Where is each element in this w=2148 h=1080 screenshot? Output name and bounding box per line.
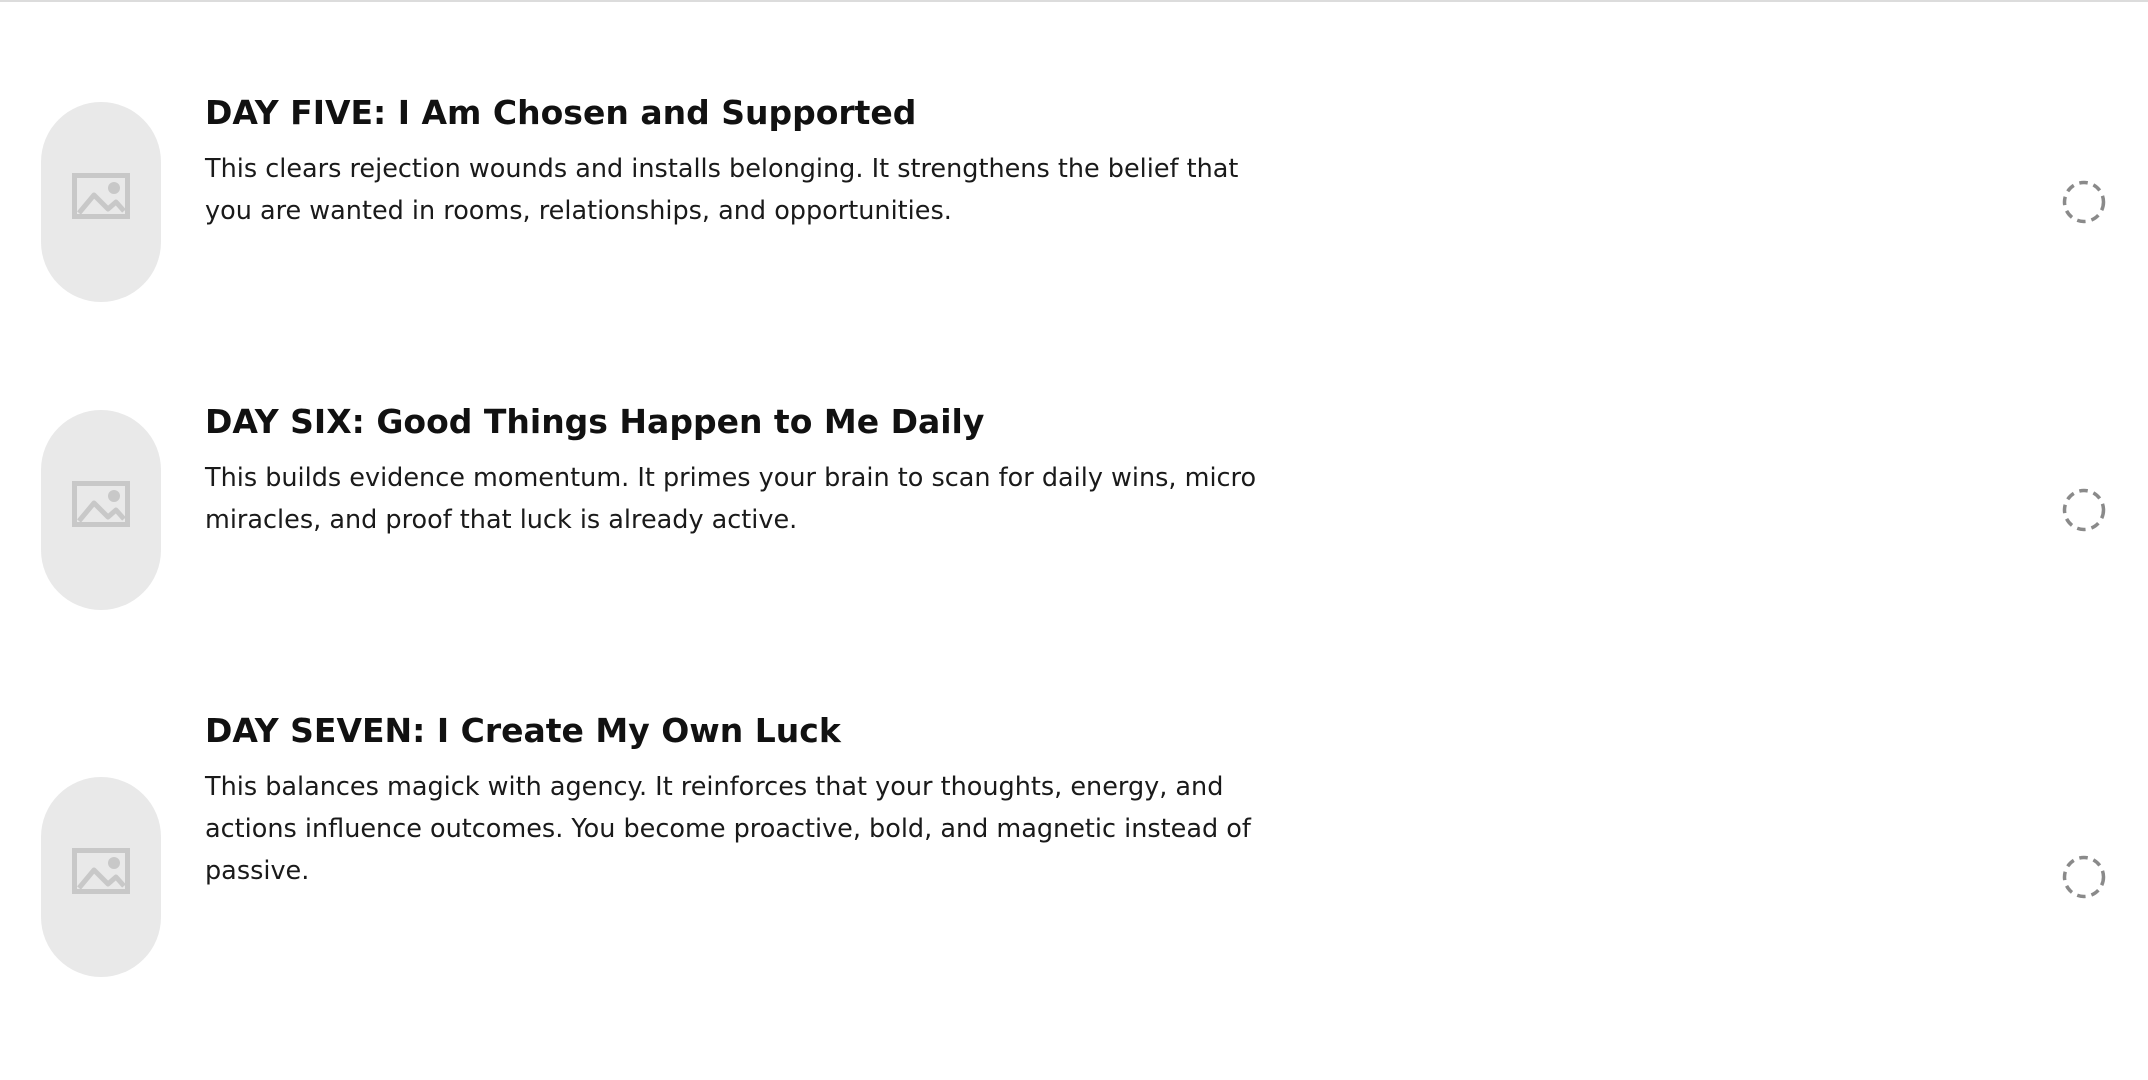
lesson-description: This builds evidence momentum. It primes your brain to scan for daily wins, micro miracles, and proof that luck is already active.	[205, 463, 1257, 535]
image-placeholder-icon	[72, 848, 130, 894]
incomplete-circle-icon[interactable]	[2062, 488, 2106, 532]
lesson-title[interactable]: DAY FIVE: I Am Chosen and Supported	[205, 93, 917, 132]
lesson-text	[205, 401, 1285, 541]
lesson-thumbnail	[41, 410, 161, 610]
lesson-thumbnail	[41, 777, 161, 977]
lesson-text	[205, 92, 1285, 232]
image-placeholder-icon	[72, 481, 130, 527]
lesson-title[interactable]: DAY SEVEN: I Create My Own Luck	[205, 711, 841, 750]
lesson-description: This clears rejection wounds and installs belonging. It strengthens the belief that you are wanted in rooms, relationships, and opportunities.	[205, 154, 1239, 226]
image-placeholder-icon	[72, 173, 130, 219]
top-divider	[0, 0, 2148, 2]
lesson-thumbnail	[41, 102, 161, 302]
lesson-text	[205, 710, 1285, 892]
incomplete-circle-icon[interactable]	[2062, 855, 2106, 899]
lesson-description: This balances magick with agency. It reinforces that your thoughts, energy, and actions influence outcomes. You become proactive, bold, and magnetic instead of passive.	[205, 772, 1251, 886]
lesson-title[interactable]: DAY SIX: Good Things Happen to Me Daily	[205, 402, 985, 441]
incomplete-circle-icon[interactable]	[2062, 180, 2106, 224]
